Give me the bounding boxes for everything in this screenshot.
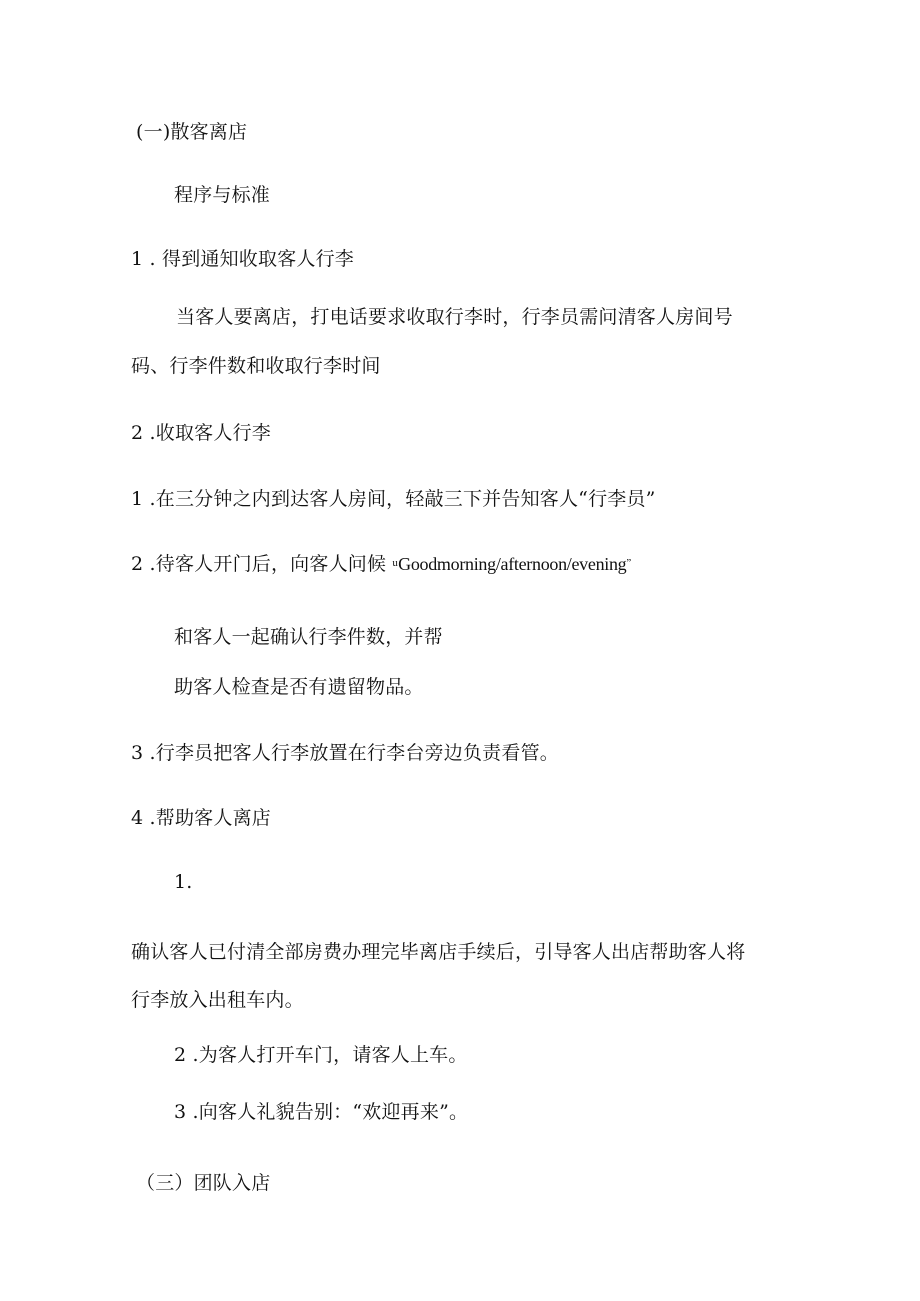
step-2-item-2-prefix: 2 .待客人开门后，向客人问候 (131, 553, 393, 575)
greeting-english: Goodmorning/afternoon/evening (398, 554, 627, 574)
step-2-title: 2 .收取客人行李 (131, 422, 271, 444)
step-4-item-1-line-1: 确认客人已付清全部房费办理完毕离店手续后，引导客人出店帮助客人将 (131, 941, 746, 963)
subheading: 程序与标准 (174, 184, 271, 206)
step-2-item-2-continuation-1: 和客人一起确认行李件数，并帮 (174, 626, 443, 648)
step-2-item-1: 1 .在三分钟之内到达客人房间，轻敲三下并告知客人“行李员” (131, 488, 656, 510)
quote-close: ” (626, 557, 632, 569)
section-heading: (一)散客离店 (136, 121, 248, 143)
step-1-title: 1 . 得到通知收取客人行李 (131, 248, 355, 270)
step-4-title: 4 .帮助客人离店 (131, 807, 271, 829)
step-4-item-3: 3 .向客人礼貌告别：“欢迎再来”。 (174, 1101, 469, 1123)
step-4-item-2: 2 .为客人打开车门，请客人上车。 (174, 1044, 468, 1066)
step-1-body-line-2: 码、行李件数和收取行李时间 (131, 355, 381, 377)
step-4-item-1-line-2: 行李放入出租车内。 (131, 989, 304, 1011)
section-3-heading: （三）团队入店 (136, 1172, 271, 1194)
quote-open: u (392, 557, 399, 569)
step-2-item-2 (131, 551, 631, 576)
step-2-item-2-continuation-2: 助客人检查是否有遗留物品。 (174, 676, 424, 698)
step-4-item-1-number: 1. (174, 871, 193, 893)
step-1-body-line-1: 当客人要离店，打电话要求收取行李时，行李员需问清客人房间号 (176, 306, 733, 328)
step-3-title: 3 .行李员把客人行李放置在行李台旁边负责看管。 (131, 742, 559, 764)
